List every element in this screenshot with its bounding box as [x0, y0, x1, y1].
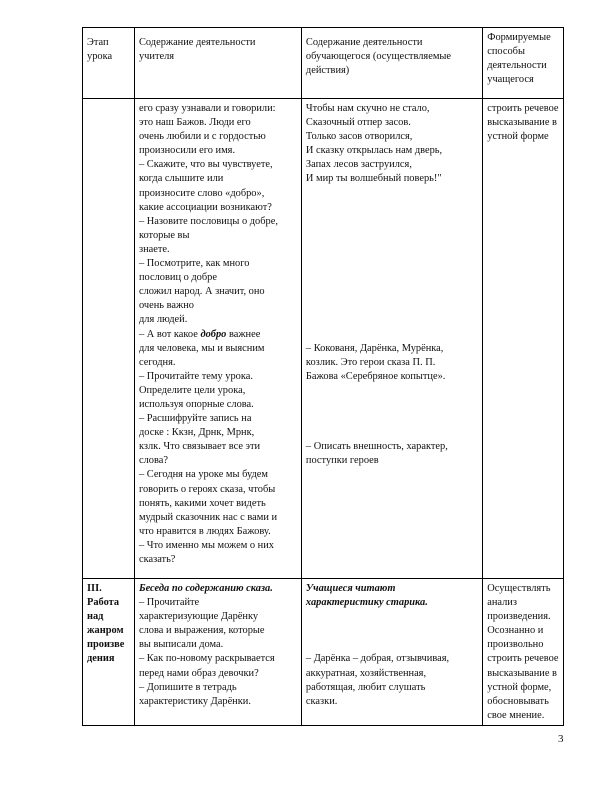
teacher-heading: Беседа по содержанию сказа.: [138, 583, 273, 594]
student-line: – Дарёнка – добрая, отзывчивая,: [305, 653, 450, 665]
teacher-line: слова и выражения, которые: [138, 625, 265, 637]
spacer: [306, 201, 478, 215]
poem-line: Сказочный отпер засов.: [305, 117, 411, 129]
table-row: [83, 579, 564, 726]
answer-line: поступки героев: [305, 455, 379, 467]
teacher-text: – А вот какое: [138, 328, 201, 340]
header-text: обучающегося (осуществляемые: [305, 51, 451, 63]
teacher-line: – Расшифруйте запись на: [138, 413, 252, 425]
dobro-emphasis: добро: [200, 328, 227, 340]
header-text: деятельности: [487, 60, 547, 72]
header-stage: [83, 28, 135, 99]
teacher-line: когда слышите или: [138, 173, 224, 185]
teacher-line: пословиц о добре: [138, 272, 217, 284]
header-text: Содержание деятельности: [305, 37, 423, 48]
teacher-line: говорить о героях сказа, чтобы: [138, 483, 276, 495]
skills-line: произведения.: [487, 611, 551, 623]
teacher-line: характеристику Дарёнки.: [138, 695, 251, 707]
teacher-line: – Прочитайте: [138, 597, 200, 609]
poem-line: И мир ты волшебный поверь!": [305, 173, 442, 185]
stage-line: Работа: [87, 597, 120, 609]
row1-stage-cell: [83, 99, 135, 579]
skills-line: произвольно: [487, 639, 544, 651]
student-line: работящая, любит слушать: [305, 681, 426, 693]
spacer: [306, 187, 478, 201]
teacher-line: что нравится в людях Бажову.: [138, 525, 271, 537]
poem-line: И сказку открылась нам дверь,: [305, 145, 443, 157]
spacer: [306, 624, 478, 638]
teacher-line: для людей.: [138, 314, 188, 326]
spacer: [306, 610, 478, 624]
header-text: способы: [487, 46, 525, 58]
table-row: [83, 99, 564, 579]
spacer: [306, 398, 478, 412]
skills-line: анализ: [487, 597, 517, 609]
spacer: [306, 229, 478, 243]
skills-line: высказывание в: [487, 117, 557, 129]
header-text: действия): [305, 65, 350, 77]
header-text: Содержание деятельности: [138, 37, 256, 48]
teacher-line: Определите цели урока,: [138, 384, 246, 396]
student-line: сказки.: [305, 695, 338, 707]
lesson-plan-table: [82, 27, 564, 726]
teacher-line: очень важно: [138, 300, 194, 312]
answer-line: Бажова «Серебряное копытце».: [305, 370, 446, 382]
teacher-line: это наш Бажов. Люди его: [138, 117, 251, 129]
spacer: [306, 299, 478, 313]
teacher-line: – Скажите, что вы чувствуете,: [138, 159, 273, 171]
spacer: [306, 638, 478, 652]
page-number: 3: [558, 733, 564, 745]
skills-line: свое мнение.: [487, 709, 545, 721]
teacher-line: – Что именно мы можем о них: [138, 539, 274, 551]
skills-line: устной форме: [487, 131, 549, 143]
teacher-line: произносили его имя.: [138, 145, 236, 157]
student-heading: Учащиеся читают: [305, 583, 396, 594]
header-text: урока: [87, 51, 113, 63]
skills-line: высказывание в: [487, 667, 557, 679]
teacher-line: очень любили и с гордостью: [138, 131, 266, 143]
teacher-line: характеризующие Дарёнку: [138, 611, 259, 623]
teacher-text: важнее: [226, 328, 261, 340]
teacher-line: для человека, мы и выясним: [138, 342, 265, 354]
teacher-line: понять, какими хочет видеть: [138, 497, 266, 509]
skills-line: Осознанно и: [487, 625, 544, 637]
teacher-line: – Как по-новому раскрывается: [138, 653, 275, 665]
teacher-line-dobro: [139, 328, 297, 342]
header-text: Этап: [87, 37, 109, 48]
skills-line: строить речевое: [487, 103, 559, 114]
poem-line: Только засов отворился,: [305, 131, 413, 143]
teacher-line: доске : Ккзн, Дрнк, Мрнк,: [138, 427, 255, 439]
teacher-line: его сразу узнавали и говорили:: [138, 103, 276, 114]
teacher-line: – Допишите в тетрадь: [138, 681, 237, 693]
spacer: [306, 328, 478, 342]
header-text: Формируемые: [487, 32, 551, 43]
teacher-line: – Прочитайте тему урока.: [138, 370, 253, 382]
teacher-line: – Посмотрите, как много: [138, 258, 250, 270]
row1-teacher-cell: [134, 99, 301, 579]
teacher-line: слова?: [138, 455, 168, 467]
spacer: [306, 271, 478, 285]
stage-line: над: [87, 611, 104, 623]
teacher-line: вы выписали дома.: [138, 639, 224, 651]
spacer: [306, 426, 478, 440]
spacer: [306, 285, 478, 299]
teacher-line: – Сегодня на уроке мы будем: [138, 469, 268, 481]
row1-skills-cell: [483, 99, 564, 579]
header-student: [301, 28, 482, 99]
teacher-line: мудрый сказочник нас с вами и: [138, 511, 278, 523]
header-text: учащегося: [487, 74, 534, 86]
teacher-line: которые вы: [138, 229, 190, 241]
student-heading: характеристику старика.: [305, 597, 428, 609]
table-header-row: [83, 28, 564, 99]
header-teacher: [134, 28, 301, 99]
skills-line: строить речевое: [487, 653, 559, 665]
spacer: [306, 243, 478, 257]
answer-line: козлик. Это герои сказа П. П.: [305, 356, 436, 368]
answer-line: – Кокованя, Дарёнка, Мурёнка,: [305, 342, 444, 354]
stage-line: дения: [87, 653, 115, 665]
answer-line: – Описать внешность, характер,: [305, 441, 448, 453]
student-line: аккуратная, хозяйственная,: [305, 667, 427, 679]
spacer: [306, 257, 478, 271]
skills-line: обосновывать: [487, 695, 549, 707]
row1-student-cell: [301, 99, 482, 579]
row2-student-cell: [301, 579, 482, 726]
spacer: [306, 313, 478, 327]
stage-line: произве: [87, 639, 125, 651]
teacher-line: сложил народ. А значит, оно: [138, 286, 265, 298]
teacher-line: знаете.: [138, 243, 170, 255]
row2-teacher-cell: [134, 579, 301, 726]
teacher-line: используя опорные слова.: [138, 398, 254, 410]
header-skills: [483, 28, 564, 99]
row2-skills-cell: [483, 579, 564, 726]
stage-line: III.: [87, 583, 102, 594]
spacer: [306, 215, 478, 229]
skills-line: устной форме,: [487, 681, 552, 693]
teacher-line: произносите слово «добро»,: [138, 187, 265, 199]
teacher-line: кзлк. Что связывает все эти: [138, 441, 261, 453]
poem-line: Запах лесов заструился,: [305, 159, 412, 171]
teacher-line: сказать?: [138, 554, 176, 565]
teacher-line: сегодня.: [138, 356, 176, 368]
spacer: [306, 412, 478, 426]
skills-line: Осуществлять: [487, 583, 551, 594]
teacher-line: какие ассоциации возникают?: [138, 201, 272, 213]
row2-stage-cell: [83, 579, 135, 726]
teacher-line: – Назовите пословицы о добре,: [138, 215, 278, 227]
stage-line: жанром: [87, 625, 124, 637]
poem-line: Чтобы нам скучно не стало,: [305, 103, 430, 114]
teacher-line: перед нами образ девочки?: [138, 667, 259, 679]
header-text: учителя: [138, 51, 175, 63]
spacer: [306, 384, 478, 398]
